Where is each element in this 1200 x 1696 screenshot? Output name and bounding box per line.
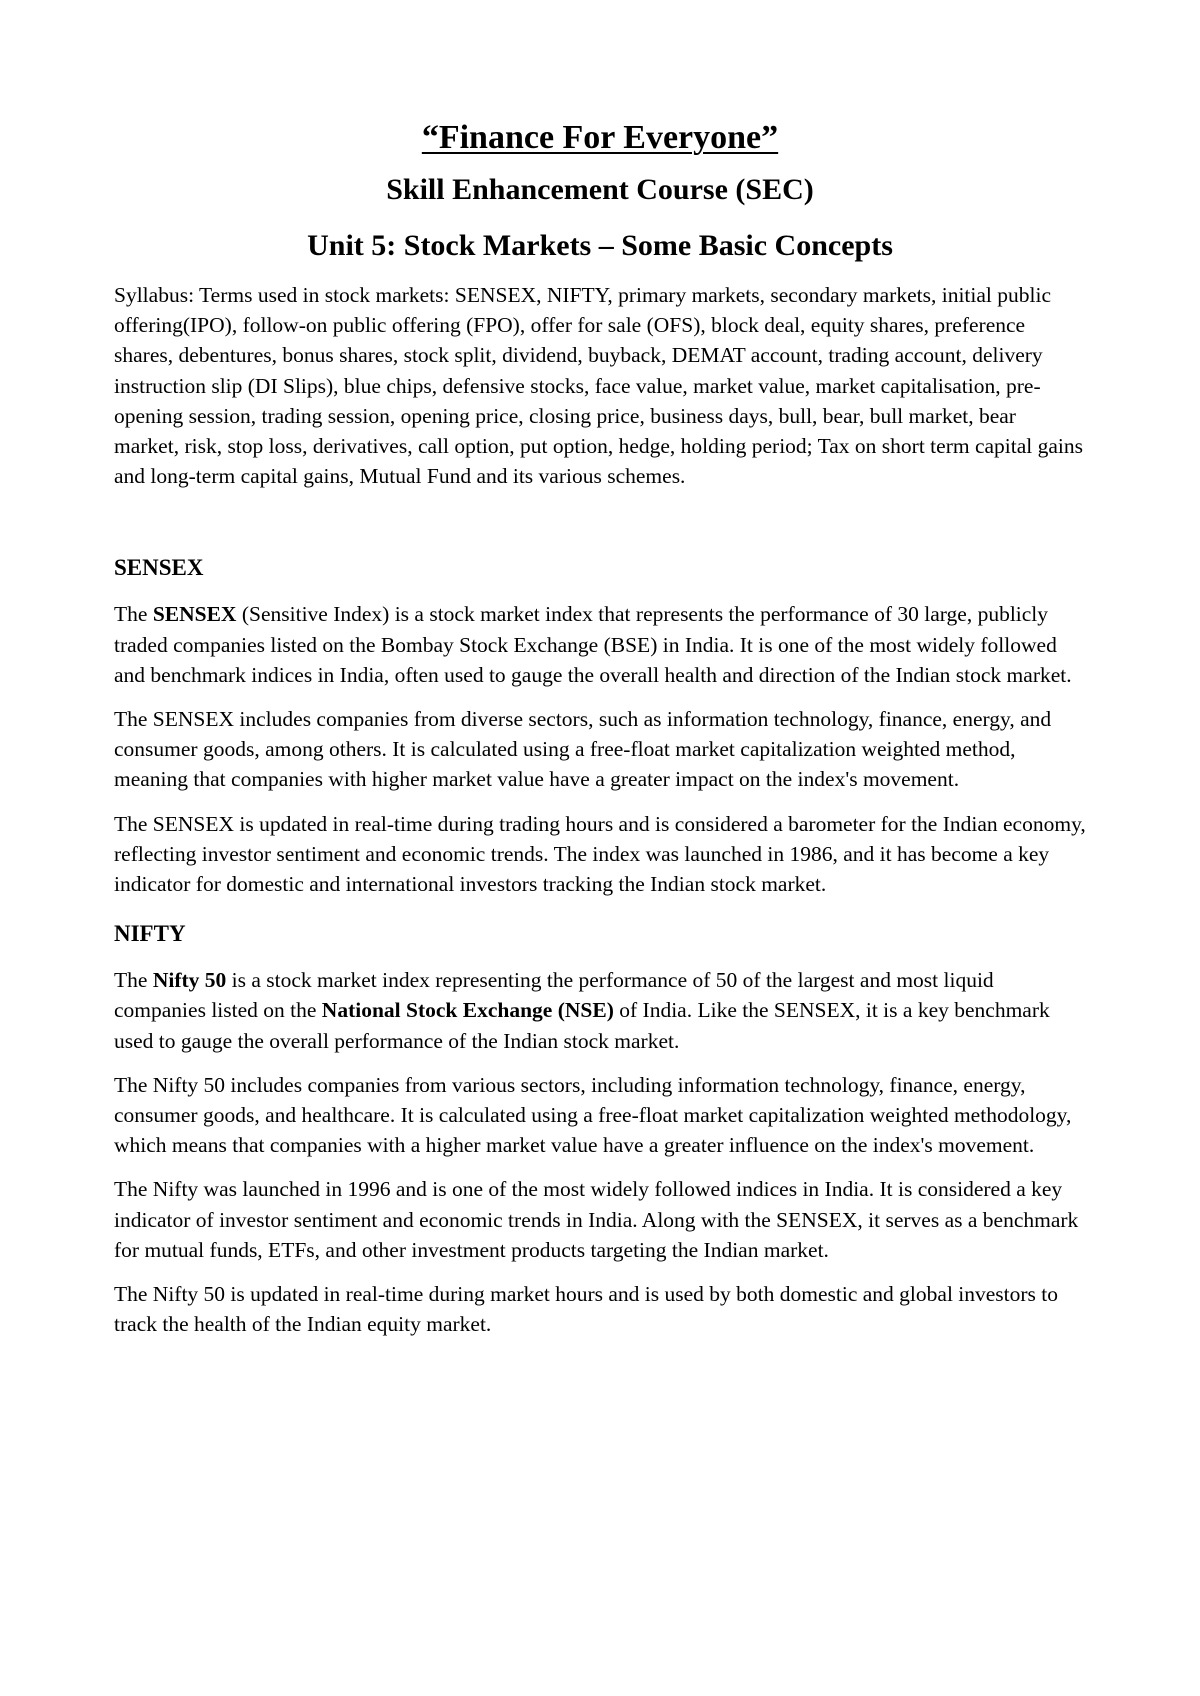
sensex-paragraph-2: The SENSEX includes companies from diverse sectors, such as information technology, finance, energy, and consumer goods, among others. It is calculated using a free-float market capitalization weighted method, meaning that companies with higher market value have a greater impact on the index's movement. bbox=[114, 707, 1052, 792]
sensex-p1-post: (Sensitive Index) is a stock market index that represents the performance of 30 large, publicly traded companies listed on the Bombay Stock Exchange (BSE) in India. It is one of the most widely followed and benchmark indices in India, often used to gauge the overall health and direction of the Indian stock market. bbox=[114, 602, 1072, 687]
sensex-paragraph-3: The SENSEX is updated in real-time during trading hours and is considered a barometer for the Indian economy, reflecting investor sentiment and economic trends. The index was launched in 1986, and it has become a key indicator for domestic and international investors tracking the Indian stock market. bbox=[114, 811, 1086, 897]
nifty-paragraph-1 bbox=[114, 965, 1086, 1056]
sensex-p1-bold: SENSEX bbox=[152, 602, 237, 627]
nifty-paragraph-4: The Nifty 50 is updated in real-time during market hours and is used by both domestic and global investors to track the health of the Indian equity market. bbox=[114, 1282, 1059, 1337]
course-title: Skill Enhancement Course (SEC) bbox=[386, 173, 814, 206]
sensex-heading: SENSEX bbox=[114, 555, 204, 581]
syllabus-paragraph: Syllabus: Terms used in stock markets: SENSEX, NIFTY, primary markets, secondary markets, initial public offering(IPO), follow-on public offering (FPO), offer for sale (OFS), block deal, equity shares, preference shares, debentures, bonus shares, stock split, dividend, buyback, DEMAT account, trading account, delivery instruction slip (DI Slips), blue chips, defensive stocks, face value, market value, market capitalisation, pre-opening session, trading session, opening price, closing price, business days, bull, bear, bull market, bear market, risk, stop loss, derivatives, call option, put option, hedge, holding period; Tax on short term capital gains and long-term capital gains, Mutual Fund and its various schemes. bbox=[114, 283, 1084, 489]
nifty-p1-bold-2: National Stock Exchange (NSE) bbox=[321, 998, 614, 1023]
nifty-paragraph-2: The Nifty 50 includes companies from various sectors, including information technology, finance, energy, consumer goods, and healthcare. It is calculated using a free-float market capitalization weighted methodology, which means that companies with a higher market value have a greater influence on the index's movement. bbox=[114, 1072, 1072, 1158]
nifty-paragraph-3: The Nifty was launched in 1996 and is one of the most widely followed indices in India. It is considered a key indicator of investor sentiment and economic trends in India. Along with the SENSEX, it serves as a benchmark for mutual funds, ETFs, and other investment products targeting the Indian market. bbox=[114, 1177, 1079, 1262]
nifty-p1-post: of India. Like the SENSEX, it is a key benchmark used to gauge the overall performance of the Indian stock market. bbox=[114, 998, 1050, 1053]
sensex-p1-pre: The bbox=[114, 602, 153, 627]
unit-title: Unit 5: Stock Markets – Some Basic Concepts bbox=[307, 229, 893, 262]
nifty-p1-bold-1: Nifty 50 bbox=[152, 968, 227, 993]
sensex-paragraph-1 bbox=[114, 599, 1086, 690]
nifty-heading: NIFTY bbox=[114, 921, 186, 947]
nifty-p1-pre: The bbox=[114, 968, 153, 993]
document-title: “Finance For Everyone” bbox=[421, 119, 779, 156]
nifty-p1-mid: is a stock market index representing the performance of 50 of the largest and most liquid companies listed on the bbox=[114, 968, 994, 1023]
